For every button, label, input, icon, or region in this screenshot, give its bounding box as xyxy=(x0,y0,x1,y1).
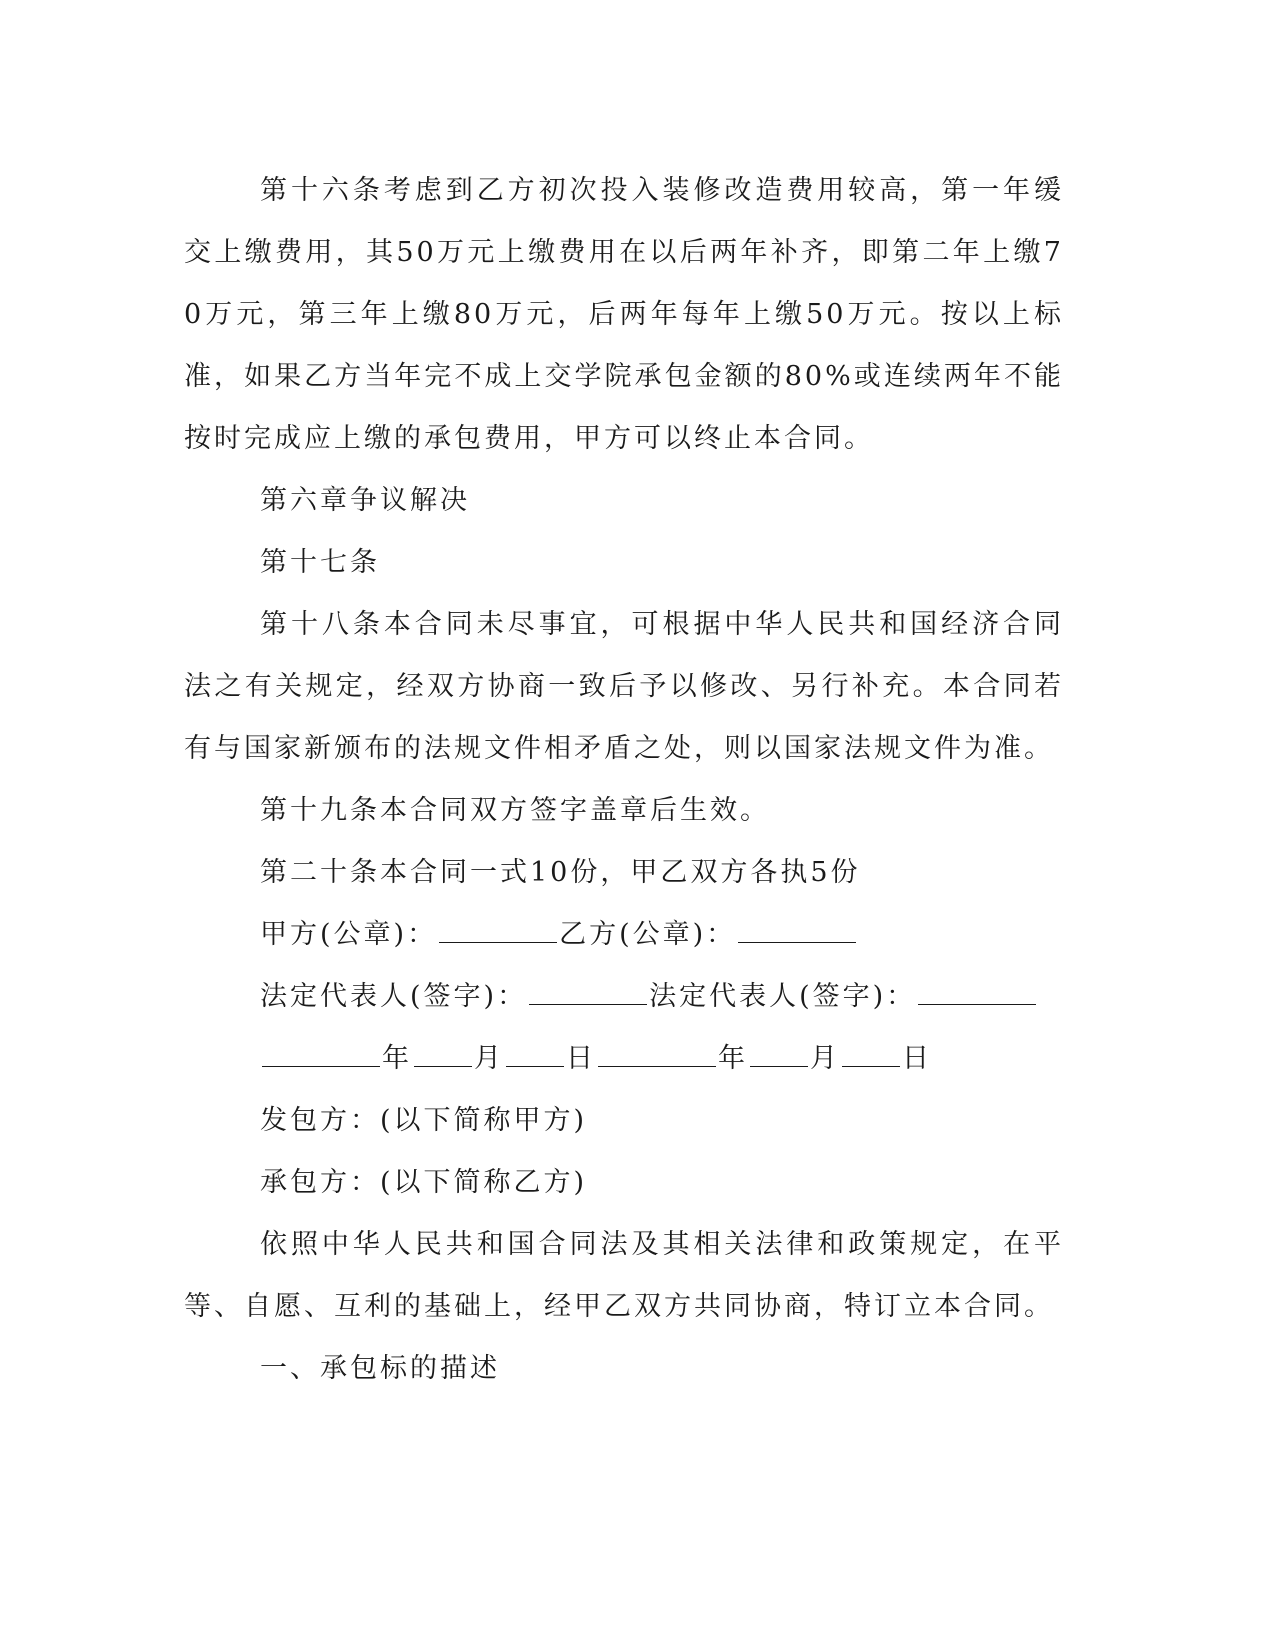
article-16: 第十六条考虑到乙方初次投入装修改造费用较高，第一年缓交上缴费用，其50万元上缴费用在以后两年补齐，即第二年上缴70万元，第三年上缴80万元，后两年每年上缴50万元。按以上标准，如果乙方当年完不成上交学院承包金额的80%或连续两年不能按时完成应上缴的承包费用，甲方可以终止本合同。 xyxy=(184,175,1064,454)
date-line xyxy=(184,1028,1064,1090)
party-a-seal-blank xyxy=(439,920,557,943)
day-label: 日 xyxy=(566,1043,596,1074)
party-b-seal-label: 乙方(公章)： xyxy=(559,919,737,950)
party-b-day-blank xyxy=(842,1044,900,1067)
party-a-month-blank xyxy=(414,1044,472,1067)
article-18: 第十八条本合同未尽事宜，可根据中华人民共和国经济合同法之有关规定，经双方协商一致后予以修改、另行补充。本合同若有与国家新颁布的法规文件相矛盾之处，则以国家法规文件为准。 xyxy=(184,609,1064,764)
party-b-month-blank xyxy=(750,1044,808,1067)
party-a-rep-label: 法定代表人(签字)： xyxy=(260,981,528,1012)
year-label: 年 xyxy=(718,1043,748,1074)
month-label: 月 xyxy=(474,1043,504,1074)
month-label: 月 xyxy=(810,1043,840,1074)
seal-line xyxy=(184,904,1064,966)
article-17: 第十七条 xyxy=(260,547,380,578)
article-20: 第二十条本合同一式10份，甲乙双方各执5份 xyxy=(260,857,861,888)
party-b-rep-label: 法定代表人(签字)： xyxy=(649,981,917,1012)
representative-line xyxy=(184,966,1064,1028)
party-b-rep-blank xyxy=(918,982,1036,1005)
day-label: 日 xyxy=(902,1043,932,1074)
party-b-year-blank xyxy=(598,1044,716,1067)
article-19: 第十九条本合同双方签字盖章后生效。 xyxy=(260,795,770,826)
party-b-seal-blank xyxy=(738,920,856,943)
document-body xyxy=(184,160,1064,1400)
preamble: 依照中华人民共和国合同法及其相关法律和政策规定，在平等、自愿、互利的基础上，经甲乙双方共同协商，特订立本合同。 xyxy=(184,1229,1064,1322)
party-a-rep-blank xyxy=(529,982,647,1005)
party-a-day-blank xyxy=(506,1044,564,1067)
issuer-line: 发包方：(以下简称甲方) xyxy=(260,1105,588,1136)
party-a-year-blank xyxy=(262,1044,380,1067)
contractor-line: 承包方：(以下简称乙方) xyxy=(260,1167,588,1198)
section-1-heading: 一、承包标的描述 xyxy=(260,1353,500,1384)
chapter-6-heading: 第六章争议解决 xyxy=(260,485,470,516)
party-a-seal-label: 甲方(公章)： xyxy=(260,919,438,950)
year-label: 年 xyxy=(382,1043,412,1074)
